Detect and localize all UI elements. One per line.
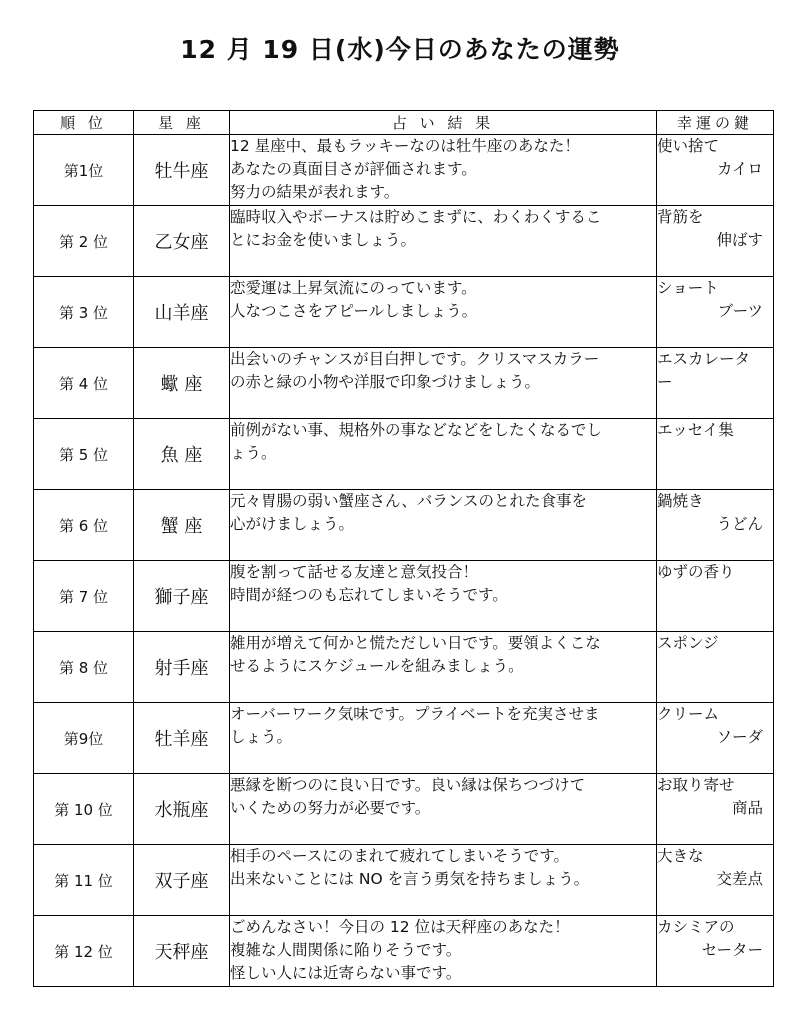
lucky-key-cell (657, 348, 774, 419)
result-line: オーバーワーク気味です。プライベートを充実させま (230, 705, 600, 723)
result-line: あなたの真面目さが評価されます。 (230, 160, 477, 178)
result-line: 悪縁を断つのに良い日です。良い縁は保ちつづけて (230, 776, 586, 794)
result-cell (230, 348, 657, 419)
header-rank: 順 位 (34, 111, 134, 135)
lucky-key-line: 鍋焼き (657, 492, 704, 510)
sign-cell: 双子座 (134, 845, 230, 916)
lucky-key-line: エスカレータ (657, 350, 751, 368)
result-line: 前例がない事、規格外の事などなどをしたくなるでし (230, 421, 602, 439)
table-row (34, 206, 774, 277)
lucky-key-line: カイロ (716, 160, 763, 178)
lucky-key-line: ショート (657, 279, 719, 297)
lucky-key-line: カシミアの (657, 918, 735, 936)
result-cell (230, 845, 657, 916)
lucky-key-line: ソーダ (716, 728, 763, 746)
lucky-key-line: 使い捨て (657, 137, 720, 155)
result-line: とにお金を使いましょう。 (230, 231, 417, 249)
lucky-key-cell (657, 490, 774, 561)
rank-cell: 第 4 位 (34, 348, 134, 419)
result-line: しょう。 (230, 728, 293, 746)
sign-cell: 獅子座 (134, 561, 230, 632)
table-row (34, 561, 774, 632)
result-cell (230, 561, 657, 632)
result-line: いくための努力が必要です。 (230, 799, 431, 817)
result-line: 元々胃腸の弱い蟹座さん、バランスのとれた食事を (230, 492, 587, 510)
lucky-key-line: ゆずの香り (657, 563, 735, 581)
result-line: 相手のペースにのまれて疲れてしまいそうです。 (230, 847, 569, 865)
result-line: 雑用が増えて何かと慌ただしい日です。要領よくこな (230, 634, 601, 652)
result-cell (230, 277, 657, 348)
header-result: 占 い 結 果 (230, 111, 657, 135)
sign-cell: 蟹 座 (134, 490, 230, 561)
lucky-key-cell (657, 703, 774, 774)
lucky-key-line: スポンジ (657, 634, 719, 652)
table-row (34, 490, 774, 561)
sign-cell: 牡牛座 (134, 135, 230, 206)
table-row (34, 348, 774, 419)
table-row (34, 703, 774, 774)
rank-cell: 第9位 (34, 703, 134, 774)
sign-cell: 魚 座 (134, 419, 230, 490)
lucky-key-line: エッセイ集 (657, 421, 734, 439)
lucky-key-line: 背筋を (657, 208, 704, 226)
header-sign: 星 座 (134, 111, 230, 135)
rank-cell: 第 10 位 (34, 774, 134, 845)
sign-cell: 天秤座 (134, 916, 230, 987)
result-line: 12 星座中、最もラッキーなのは牡牛座のあなた！ (230, 137, 580, 155)
lucky-key-line: うどん (716, 515, 763, 533)
sign-cell: 射手座 (134, 632, 230, 703)
fortune-table (33, 110, 774, 987)
lucky-key-line: ブーツ (717, 302, 763, 320)
sign-cell: 山羊座 (134, 277, 230, 348)
rank-cell: 第 11 位 (34, 845, 134, 916)
lucky-key-cell (657, 206, 774, 277)
rank-cell: 第 8 位 (34, 632, 134, 703)
sign-cell: 乙女座 (134, 206, 230, 277)
table-row (34, 774, 774, 845)
lucky-key-line: ー (657, 373, 673, 391)
lucky-key-cell (657, 774, 774, 845)
lucky-key-line: 大きな (657, 847, 704, 865)
rank-cell: 第 3 位 (34, 277, 134, 348)
result-line: 腹を割って話せる友達と意気投合！ (230, 563, 479, 581)
table-row (34, 845, 774, 916)
result-line: 複雑な人間関係に陥りそうです。 (230, 941, 462, 959)
rank-cell: 第1位 (34, 135, 134, 206)
result-cell (230, 632, 657, 703)
result-line: 恋愛運は上昇気流にのっています。 (230, 279, 477, 297)
lucky-key-cell (657, 561, 774, 632)
header-row (34, 111, 774, 135)
result-line: ごめんなさい！今日の 12 位は天秤座のあなた！ (230, 918, 570, 936)
result-cell (230, 419, 657, 490)
result-line: 臨時収入やボーナスは貯めこまずに、わくわくするこ (230, 208, 602, 226)
result-line: の赤と緑の小物や洋服で印象づけましょう。 (230, 373, 541, 391)
result-line: 出会いのチャンスが目白押しです。クリスマスカラー (230, 350, 600, 368)
result-line: 心がけましょう。 (230, 515, 355, 533)
result-line: 人なつこさをアピールしましょう。 (230, 302, 478, 320)
lucky-key-line: 交差点 (716, 870, 763, 888)
result-cell (230, 916, 657, 987)
result-line: 時間が経つのも忘れてしまいそうです。 (230, 586, 508, 604)
table-row (34, 135, 774, 206)
lucky-key-line: お取り寄せ (657, 776, 735, 794)
table-row (34, 277, 774, 348)
sign-cell: 蠍 座 (134, 348, 230, 419)
sign-cell: 水瓶座 (134, 774, 230, 845)
lucky-key-cell (657, 419, 774, 490)
result-line: 出来ないことには NO を言う勇気を持ちましょう。 (230, 870, 590, 888)
sign-cell: 牡羊座 (134, 703, 230, 774)
lucky-key-cell (657, 916, 774, 987)
result-line: せるようにスケジュールを組みましょう。 (230, 657, 524, 675)
header-key: 幸運の鍵 (657, 111, 774, 135)
result-line: 努力の結果が表れます。 (230, 183, 400, 201)
result-cell (230, 135, 657, 206)
result-cell (230, 703, 657, 774)
result-cell (230, 490, 657, 561)
lucky-key-cell (657, 277, 774, 348)
lucky-key-cell (657, 135, 774, 206)
table-row (34, 916, 774, 987)
lucky-key-line: 商品 (731, 799, 763, 817)
result-line: ょう。 (230, 444, 277, 462)
lucky-key-cell (657, 632, 774, 703)
lucky-key-cell (657, 845, 774, 916)
table-row (34, 419, 774, 490)
lucky-key-line: クリーム (657, 705, 720, 723)
rank-cell: 第 5 位 (34, 419, 134, 490)
result-line: 怪しい人には近寄らない事です。 (230, 964, 462, 982)
lucky-key-line: セーター (701, 941, 763, 959)
rank-cell: 第 12 位 (34, 916, 134, 987)
lucky-key-line: 伸ばす (716, 231, 763, 249)
rank-cell: 第 7 位 (34, 561, 134, 632)
rank-cell: 第 6 位 (34, 490, 134, 561)
result-cell (230, 206, 657, 277)
result-cell (230, 774, 657, 845)
page-title: 12 月 19 日(水)今日のあなたの運勢 (180, 35, 620, 64)
table-row (34, 632, 774, 703)
rank-cell: 第 2 位 (34, 206, 134, 277)
